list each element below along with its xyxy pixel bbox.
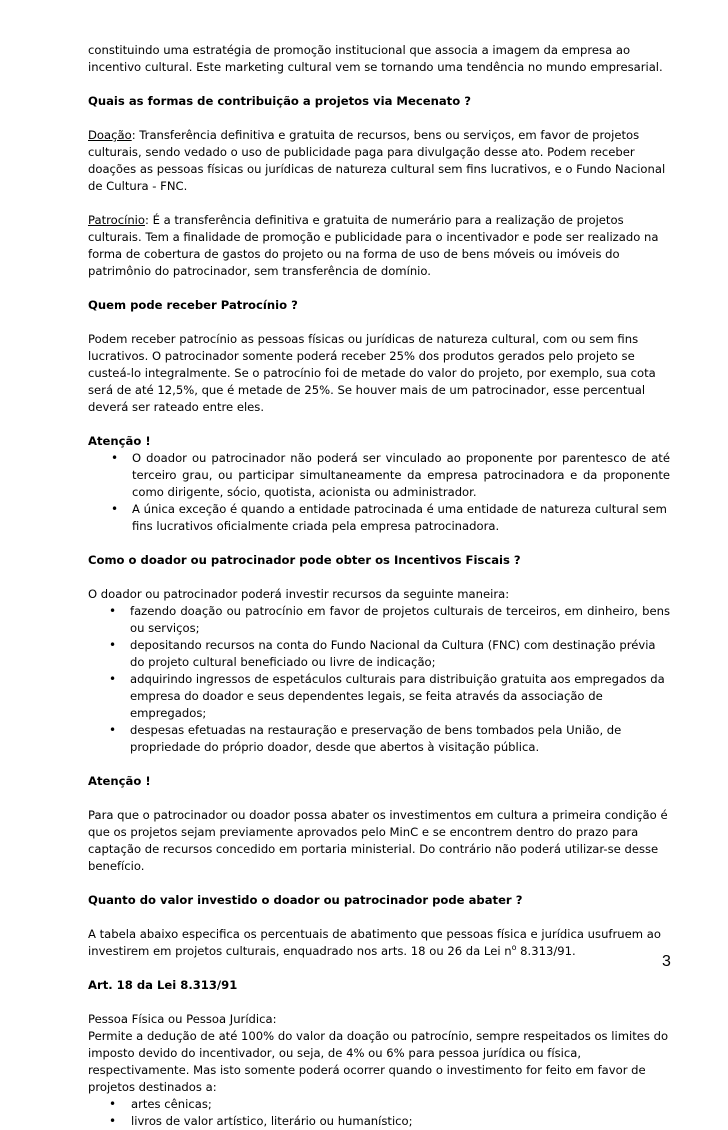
bullet-icon: • — [109, 1097, 117, 1111]
patrocinio-term: Patrocínio — [88, 213, 145, 227]
value-text-after: 8.313/91. — [516, 944, 576, 958]
heading-deductible-value: Quanto do valor investido o doador ou patrocinador pode abater ? — [88, 893, 523, 907]
list-item — [88, 1096, 670, 1113]
patrocinio-paragraph — [88, 212, 670, 280]
list-item — [88, 1113, 670, 1130]
list-item — [88, 671, 670, 722]
bullet-icon: • — [109, 638, 117, 652]
list-item-text: depositando recursos na conta do Fundo Nacional da Cultura (FNC) com destinação prévia do projeto cultural beneficiado ou livre de indicação; — [130, 638, 656, 669]
doacao-paragraph — [88, 127, 670, 195]
patrocinio-text: : É a transferência definitiva e gratuita de numerário para a realização de projetos culturais. Tem a finalidade de promoção e publicidade para o incentivador e pode ser realizado na forma de cobertura de gastos do projeto ou na forma de uso de bens móveis ou imóveis do patrimônio do patrocinador, sem transferência de domínio. — [88, 213, 659, 278]
attention-2-paragraph: Para que o patrocinador ou doador possa abater os investimentos em cultura a primeira condição é que os projetos sejam previamente aprovados pelo MinC e se encontrem dentro do prazo para captação de recursos concedido em portaria ministerial. Do contrário não poderá utilizar-se desse benefício. — [88, 808, 668, 873]
list-item-text: A única exceção é quando a entidade patrocinada é uma entidade de natureza cultural sem fins lucrativos oficialmente criada pela empresa patrocinadora. — [132, 502, 667, 533]
projects-list — [88, 1096, 670, 1130]
list-item — [88, 603, 670, 637]
intro-paragraph: constituindo uma estratégia de promoção institucional que associa a imagem da empresa ao incentivo cultural. Este marketing cultural vem se tornando uma tendência no mundo empresarial. — [88, 43, 663, 74]
bullet-icon: • — [109, 604, 117, 618]
list-item-text: despesas efetuadas na restauração e preservação de bens tombados pela União, de propriedade do próprio doador, desde que abertos à visitação pública. — [130, 723, 622, 754]
heading-art-18: Art. 18 da Lei 8.313/91 — [88, 978, 238, 992]
list-item — [88, 450, 670, 501]
list-item — [88, 722, 670, 756]
heading-attention-1: Atenção ! — [88, 434, 151, 448]
art18-person-type: Pessoa Física ou Pessoa Jurídica: — [88, 1012, 277, 1026]
bullet-icon: • — [111, 502, 119, 516]
bullet-icon: • — [109, 672, 117, 686]
page-number: 3 — [662, 953, 671, 970]
heading-attention-2: Atenção ! — [88, 774, 151, 788]
heading-fiscal-incentives: Como o doador ou patrocinador pode obter os Incentivos Fiscais ? — [88, 553, 521, 567]
page-content — [88, 42, 670, 1130]
doacao-text: : Transferência definitiva e gratuita de recursos, bens ou serviços, em favor de projetos culturais, sendo vedado o uso de publicidade paga para divulgação desse ato. Podem receber doações as pessoas físicas ou jurídicas de natureza cultural sem fins lucrativos, e o Fundo Nacional de Cultura - FNC. — [88, 128, 666, 193]
art18-paragraph: Permite a dedução de até 100% do valor da doação ou patrocínio, sempre respeitados os limites do imposto devido do incentivador, ou seja, de 4% ou 6% para pessoa jurídica ou física, respectivamente. Mas isto somente poderá ocorrer quando o investimento for feito em favor de projetos destinados a: — [88, 1029, 669, 1094]
incentives-list — [88, 603, 670, 756]
heading-who-receives: Quem pode receber Patrocínio ? — [88, 298, 298, 312]
bullet-icon: • — [109, 1114, 117, 1128]
doacao-term: Doação — [88, 128, 132, 142]
list-item — [88, 501, 670, 535]
value-text-before: A tabela abaixo especifica os percentuais de abatimento que pessoas física e jurídica usufruem ao investirem em projetos culturais, enquadrado nos arts. 18 ou 26 da Lei n — [88, 927, 661, 958]
bullet-icon: • — [109, 723, 117, 737]
list-item — [88, 637, 670, 671]
heading-contribution-forms: Quais as formas de contribuição a projetos via Mecenato ? — [88, 94, 471, 108]
list-item-text: livros de valor artístico, literário ou humanístico; — [131, 1114, 413, 1128]
list-item-text: fazendo doação ou patrocínio em favor de projetos culturais de terceiros, em dinheiro, bens ou serviços; — [130, 604, 670, 635]
list-item-text: adquirindo ingressos de espetáculos culturais para distribuição gratuita aos empregados da empresa do doador e seus dependentes legais, se feita através da associação de empregados; — [130, 672, 665, 720]
list-item-text: O doador ou patrocinador não poderá ser vinculado ao proponente por parentesco de até terceiro grau, ou participar simultaneamente da empresa patrocinadora e da proponente como dirigente, sócio, quotista, acionista ou administrador. — [132, 451, 670, 499]
ordinal-superscript: o — [511, 943, 517, 952]
incentives-intro: O doador ou patrocinador poderá investir recursos da seguinte maneira: — [88, 587, 510, 601]
list-item-text: artes cênicas; — [131, 1097, 212, 1111]
attention-1-list — [88, 450, 670, 535]
who-paragraph: Podem receber patrocínio as pessoas físicas ou jurídicas de natureza cultural, com ou sem fins lucrativos. O patrocinador somente poderá receber 25% dos produtos gerados pelo projeto se custeá-lo integralmente. Se o patrocínio foi de metade do valor do projeto, por exemplo, sua cota será de até 12,5%, que é metade de 25%. Se houver mais de um patrocinador, esse percentual deverá ser rateado entre eles. — [88, 332, 656, 414]
value-paragraph — [88, 926, 670, 960]
bullet-icon: • — [111, 451, 119, 465]
